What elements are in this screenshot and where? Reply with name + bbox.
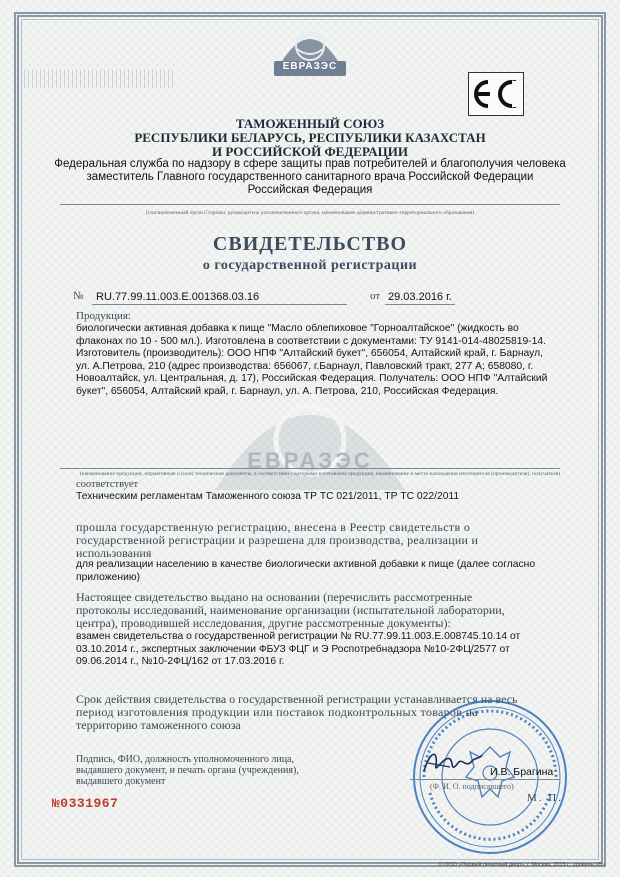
printer-footer: © ООО «Первый печатный двор», г. Москва, 2015 г., уровень «В» <box>438 862 605 868</box>
date-underline <box>385 304 455 305</box>
signature-caption-line-3: выдавшего документ <box>76 776 166 787</box>
authority-underline <box>60 204 560 205</box>
registration-statement <box>76 521 596 560</box>
signature-caption <box>76 754 299 787</box>
signatory-name: И.В. Брагина <box>490 766 554 778</box>
signature-caption-line-2: выдавшего документ, и печать органа (учреждения), <box>76 765 299 776</box>
authority-line-3: Российская Федерация <box>247 184 373 196</box>
registration-line-1: прошла государственную регистрацию, внесена в Реестр свидетельств о <box>76 520 471 534</box>
usage-line-2: приложению) <box>76 571 140 583</box>
number-label: № <box>73 290 84 302</box>
product-underline <box>60 468 560 469</box>
emblem-label: ЕВРАЗЭС <box>282 61 338 72</box>
seal-label: М. П. <box>527 792 563 804</box>
product-line: ул. А.Петрова, 210 (адрес производства: 656067, г.Барнаул, Павловский тракт, 277 А; 658080, г. <box>76 360 534 372</box>
document-title: СВИДЕТЕЛЬСТВО <box>212 233 408 255</box>
registration-number: RU.77.99.11.003.E.001368.03.16 <box>96 291 260 303</box>
basis-text-3: 09.06.2014 г., №10-2ФЦ/162 от 17.03.2016 г. <box>76 656 285 668</box>
header-line-3: И РОССИЙСКОЙ ФЕДЕРАЦИИ <box>212 144 408 159</box>
date-label: от <box>370 290 381 302</box>
eac-mark-label <box>0 0 1 1</box>
compliance-label: соответствует <box>76 479 139 490</box>
basis-line-3: центра), проводившей исследования, другие рассмотренные документы): <box>76 616 451 630</box>
handwritten-signature-icon <box>420 745 484 779</box>
usage-text <box>76 559 596 584</box>
validity-line-1: Срок действия свидетельства о государственной регистрации устанавливается на весь <box>76 692 518 706</box>
product-line: флаконах по 10 - 500 мл.). Изготовлена в соответствии с документами: ТУ 9141-014-48025819-14. <box>76 335 546 347</box>
product-line: Изготовитель (производитель): ООО НПФ "Алтайский букет", 656054, Алтайский край, г. Барнаул, <box>76 348 543 360</box>
signature-underline <box>410 779 560 780</box>
authority-line-2: заместитель Главного государственного санитарного врача Российской Федерации <box>86 171 534 183</box>
authority-caption: (уполномоченный орган Стороны, руководитель уполномоченного органа, наименование административно-территориального образования) <box>145 210 475 216</box>
signature-caption-line-1: Подпись, ФИО, должность уполномоченного лица, <box>76 754 294 765</box>
validity-line-2: период изготовления продукции или поставок подконтрольных товаров на <box>76 705 478 719</box>
product-line: биологически активная добавка к пище "Масло облепиховое "Горноалтайское" (жидкость во <box>76 323 519 334</box>
eac-mark-icon <box>468 72 524 116</box>
basis-statement <box>76 591 596 630</box>
basis-text-1: взамен свидетельства о государственной регистрации № RU.77.99.11.003.E.008745.10.14 от <box>76 631 521 642</box>
product-label: Продукция: <box>76 310 131 322</box>
header-line-1: ТАМОЖЕННЫЙ СОЮЗ <box>235 116 385 131</box>
authority-block <box>40 158 580 197</box>
number-underline <box>92 304 347 305</box>
usage-line-1: для реализации населению в качестве биологически активной добавки к пище (далее согласно <box>76 559 536 570</box>
basis-line-2: протоколы исследований, наименование организации (испытательной лаборатории, <box>76 603 505 617</box>
basis-line-1: Настоящее свидетельство выдано на основании (перечислить рассмотренные <box>76 590 473 604</box>
watermark-label: ЕВРАЗЭС <box>247 448 373 473</box>
serial-number: №0331967 <box>52 796 119 811</box>
registration-line-3: использования <box>76 546 152 560</box>
product-line: букет", 656054, Алтайский край, г. Барнаул, ул. А. Петрова, 210, Российская Федерация. <box>76 385 499 397</box>
validity-line-3: территорию таможенного союза <box>76 718 241 732</box>
header-line-2: РЕСПУБЛИКИ БЕЛАРУСЬ, РЕСПУБЛИКИ КАЗАХСТАН <box>134 130 486 145</box>
compliance-value: Техническим регламентам Таможенного союза ТР ТС 021/2011, ТР ТС 022/2011 <box>76 491 460 502</box>
microtext-stripe <box>24 70 174 88</box>
product-caption: (наименование продукции, нормативные и (или) технические документы, в соответствии с которыми изготовлена продукция, наименование и место нахождения изготовителя (производителя), получателя) <box>79 471 561 477</box>
authority-line-1: Федеральная служба по надзору в сфере защиты прав потребителей и благополучия человека <box>54 158 566 170</box>
product-line: Новоалтайск, ул. Центральная, д. 17), Российская Федерация. Получатель: ООО НПФ "Алтайский <box>76 373 548 385</box>
document-subtitle: о государственной регистрации <box>202 258 418 273</box>
basis-text-2: 03.10.2014 г., экспертных заключении ФБУЗ ФЦГ и Э Роспотребнадзора №10-2ФЦ/2577 от <box>76 643 510 655</box>
registration-line-2: государственной регистрации и разрешена для производства, реализации и <box>76 533 479 547</box>
basis-documents <box>76 631 596 669</box>
registration-date: 29.03.2016 г. <box>388 291 452 303</box>
fio-caption: (Ф. И. О. подписавшего) <box>430 782 514 791</box>
